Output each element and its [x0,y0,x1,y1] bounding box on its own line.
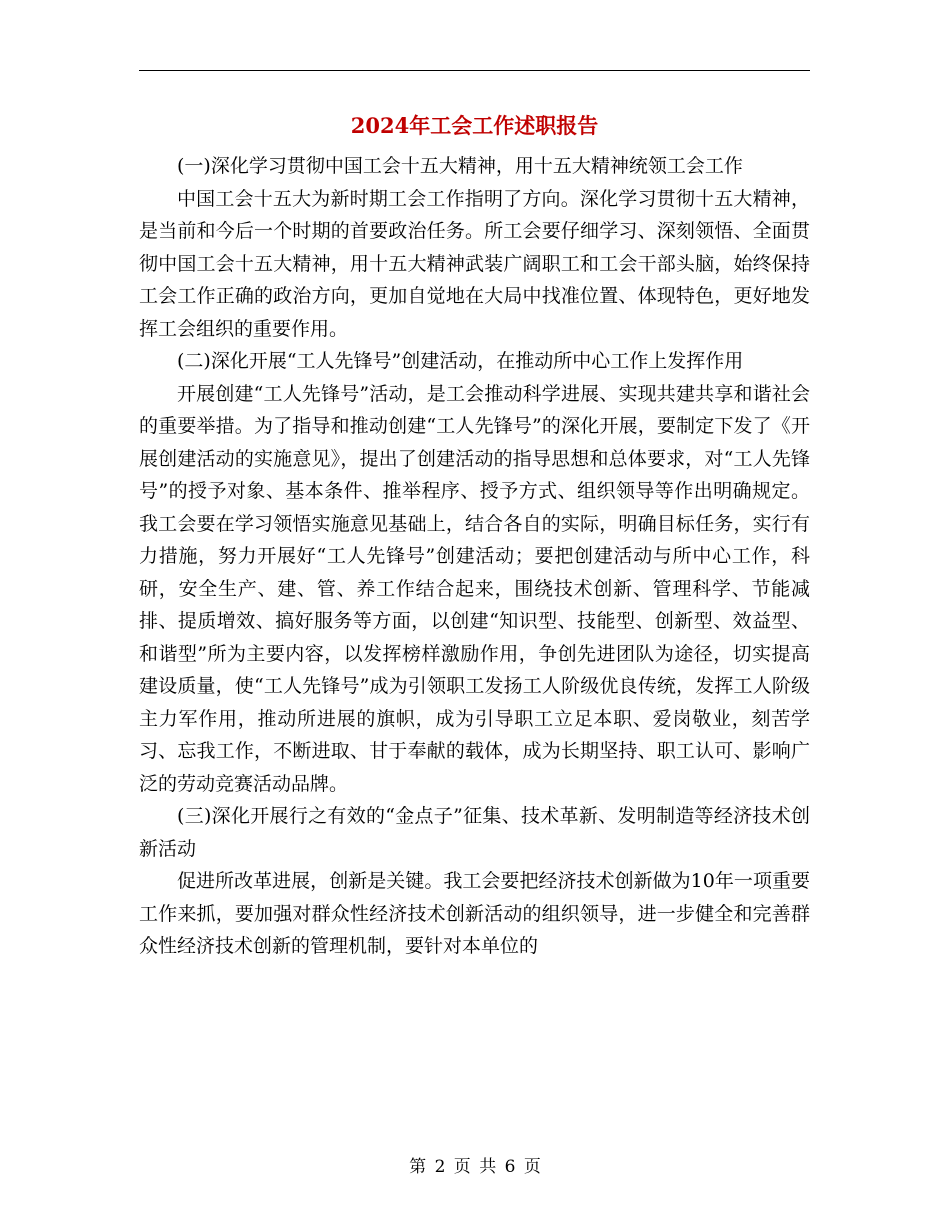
document-title: 2024年工会工作述职报告 [350,113,599,138]
body-paragraph-2: 开展创建“工人先锋号”活动，是工会推动科学进展、实现共建共享和谐社会的重要举措。为了指导和推动创建“工人先锋号”的深化开展，要制定下发了《开展创建活动的实施意见》，提出了创建活动的指导思想和总体要求，对“工人先锋号”的授予对象、基本条件、推举程序、授予方式、组织领导等作出明确规定。我工会要在学习领悟实施意见基础上，结合各自的实际，明确目标任务，实行有力措施，努力开展好“工人先锋号”创建活动；要把创建活动与所中心工作，科研，安全生产、建、管、养工作结合起来，围绕技术创新、管理科学、节能减排、提质增效、搞好服务等方面，以创建“知识型、技能型、创新型、效益型、和谐型”所为主要内容，以发挥榜样激励作用，争创先进团队为途径，切实提高建设质量，使“工人先锋号”成为引领职工发扬工人阶级优良传统，发挥工人阶级主力军作用，推动所进展的旗帜，成为引导职工立足本职、爱岗敬业，刻苦学习、忘我工作，不断进取、甘于奉献的载体，成为长期坚持、职工认可、影响广泛的劳动竞赛活动品牌。 [139,382,810,795]
header-rule [139,70,810,71]
document-body [139,150,810,963]
page-number: 第 2 页 共 6 页 [409,1157,541,1177]
section-heading-2: (二)深化开展“工人先锋号”创建活动，在推动所中心工作上发挥作用 [177,350,744,372]
section-heading-1: (一)深化学习贯彻中国工会十五大精神，用十五大精神统领工会工作 [177,155,743,177]
section-heading-3: (三)深化开展行之有效的“金点子”征集、技术革新、发明制造等经济技术创新活动 [139,805,810,860]
body-paragraph-3: 促进所改革进展，创新是关键。我工会要把经济技术创新做为10年一项重要工作来抓，要加强对群众性经济技术创新活动的组织领导，进一步健全和完善群众性经济技术创新的管理机制，要针对本单位的 [139,870,810,957]
body-paragraph-1: 中国工会十五大为新时期工会工作指明了方向。深化学习贯彻十五大精神，是当前和今后一个时期的首要政治任务。所工会要仔细学习、深刻领悟、全面贯彻中国工会十五大精神，用十五大精神武装广阔职工和工会干部头脑，始终保持工会工作正确的政治方向，更加自觉地在大局中找准位置、体现特色，更好地发挥工会组织的重要作用。 [139,187,810,340]
